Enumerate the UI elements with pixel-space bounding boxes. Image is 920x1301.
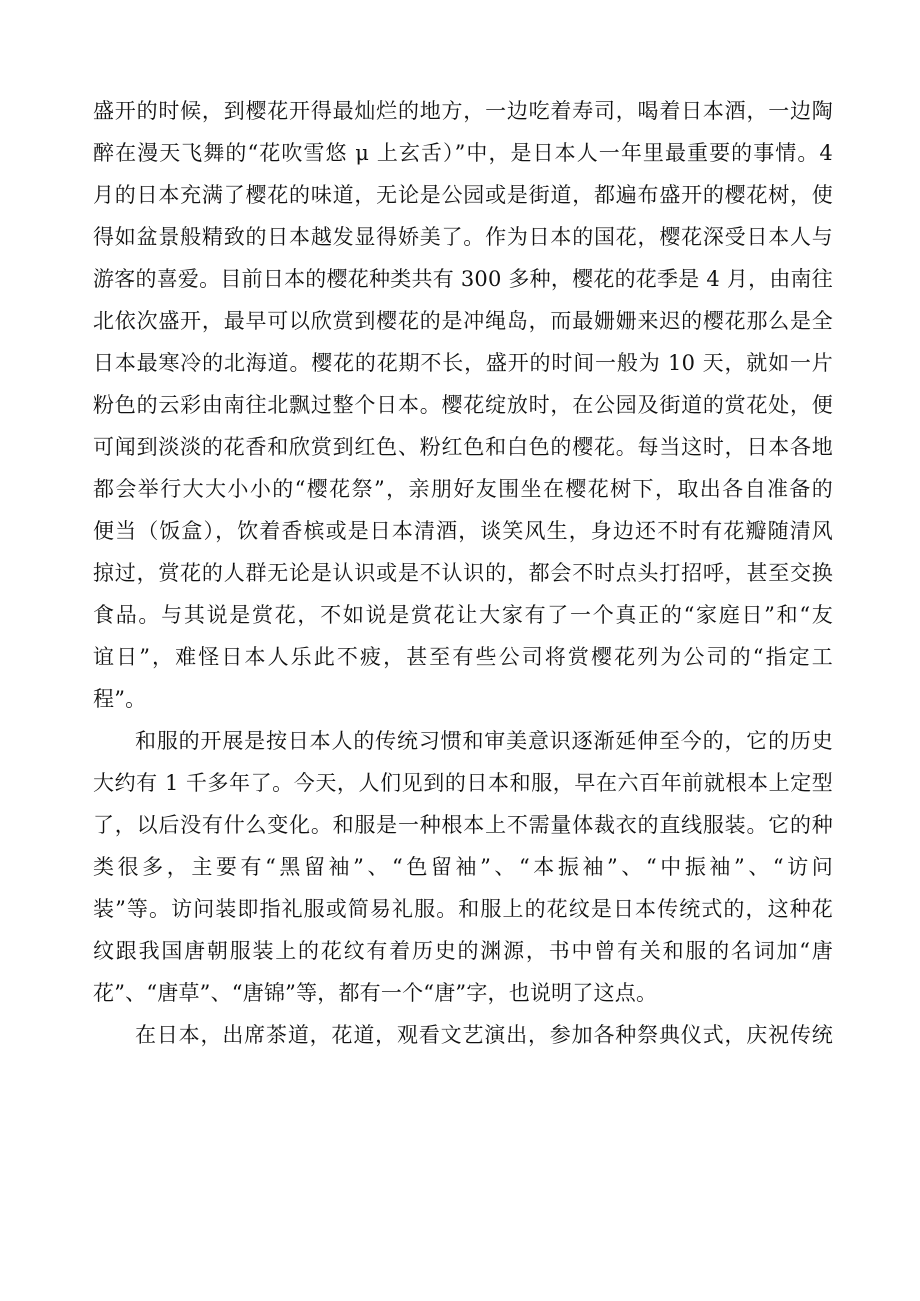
text-line: 盛开的时候，到樱花开得最灿烂的地方，一边吃着寿司，喝着日本酒，一边陶 (93, 99, 833, 123)
text-line: 花”、“唐草”、“唐锦”等，都有一个“唐”字，也说明了这点。 (93, 981, 658, 1005)
text-line: 类很多，主要有“黑留袖”、“色留袖”、“本振袖”、“中振袖”、“访问 (93, 855, 833, 879)
text-line: 便当（饭盒），饮着香槟或是日本清酒，谈笑风生，身边还不时有花瓣随清风 (93, 519, 833, 543)
text-line: 游客的喜爱。目前日本的樱花种类共有 300 多种，樱花的花季是 4 月，由南往 (93, 267, 833, 291)
text-line: 月的日本充满了樱花的味道，无论是公园或是街道，都遍布盛开的樱花树，使 (93, 183, 833, 207)
text-line: 醉在漫天飞舞的“花吹雪悠 μ 上玄舌）”中，是日本人一年里最重要的事情。4 (93, 141, 833, 165)
text-line: 北依次盛开，最早可以欣赏到樱花的是冲绳岛，而最姗姗来迟的樱花那么是全 (93, 309, 833, 333)
text-line: 谊日”，难怪日本人乐此不疲，甚至有些公司将赏樱花列为公司的“指定工 (93, 645, 833, 669)
text-line: 都会举行大大小小的“樱花祭”，亲朋好友围坐在樱花树下，取出各自准备的 (93, 477, 833, 501)
text-line: 装”等。访问装即指礼服或简易礼服。和服上的花纹是日本传统式的，这种花 (93, 897, 833, 921)
text-line: 掠过，赏花的人群无论是认识或是不认识的，都会不时点头打招呼，甚至交换 (93, 561, 833, 585)
text-line: 粉色的云彩由南往北飘过整个日本。樱花绽放时，在公园及街道的赏花处，便 (93, 393, 833, 417)
text-line: 纹跟我国唐朝服装上的花纹有着历史的渊源，书中曾有关和服的名词加“唐 (93, 939, 833, 963)
text-line: 得如盆景般精致的日本越发显得娇美了。作为日本的国花，樱花深受日本人与 (93, 225, 833, 249)
document-body (93, 90, 833, 1056)
text-line: 程”。 (93, 687, 147, 711)
text-line: 可闻到淡淡的花香和欣赏到红色、粉红色和白色的樱花。每当这时，日本各地 (93, 435, 833, 459)
text-line: 大约有 1 千多年了。今天，人们见到的日本和服，早在六百年前就根本上定型 (93, 771, 833, 795)
text-line: 日本最寒冷的北海道。樱花的花期不长，盛开的时间一般为 10 天，就如一片 (93, 351, 833, 375)
paragraph-first-line: 和服的开展是按日本人的传统习惯和审美意识逐渐延伸至今的，它的历史 (135, 729, 833, 753)
text-line: 食品。与其说是赏花，不如说是赏花让大家有了一个真正的“家庭日”和“友 (93, 603, 833, 627)
paragraph-first-line: 在日本，出席茶道，花道，观看文艺演出，参加各种祭典仪式，庆祝传统 (135, 1023, 833, 1047)
text-line: 了，以后没有什么变化。和服是一种根本上不需量体裁衣的直线服装。它的种 (93, 813, 833, 837)
